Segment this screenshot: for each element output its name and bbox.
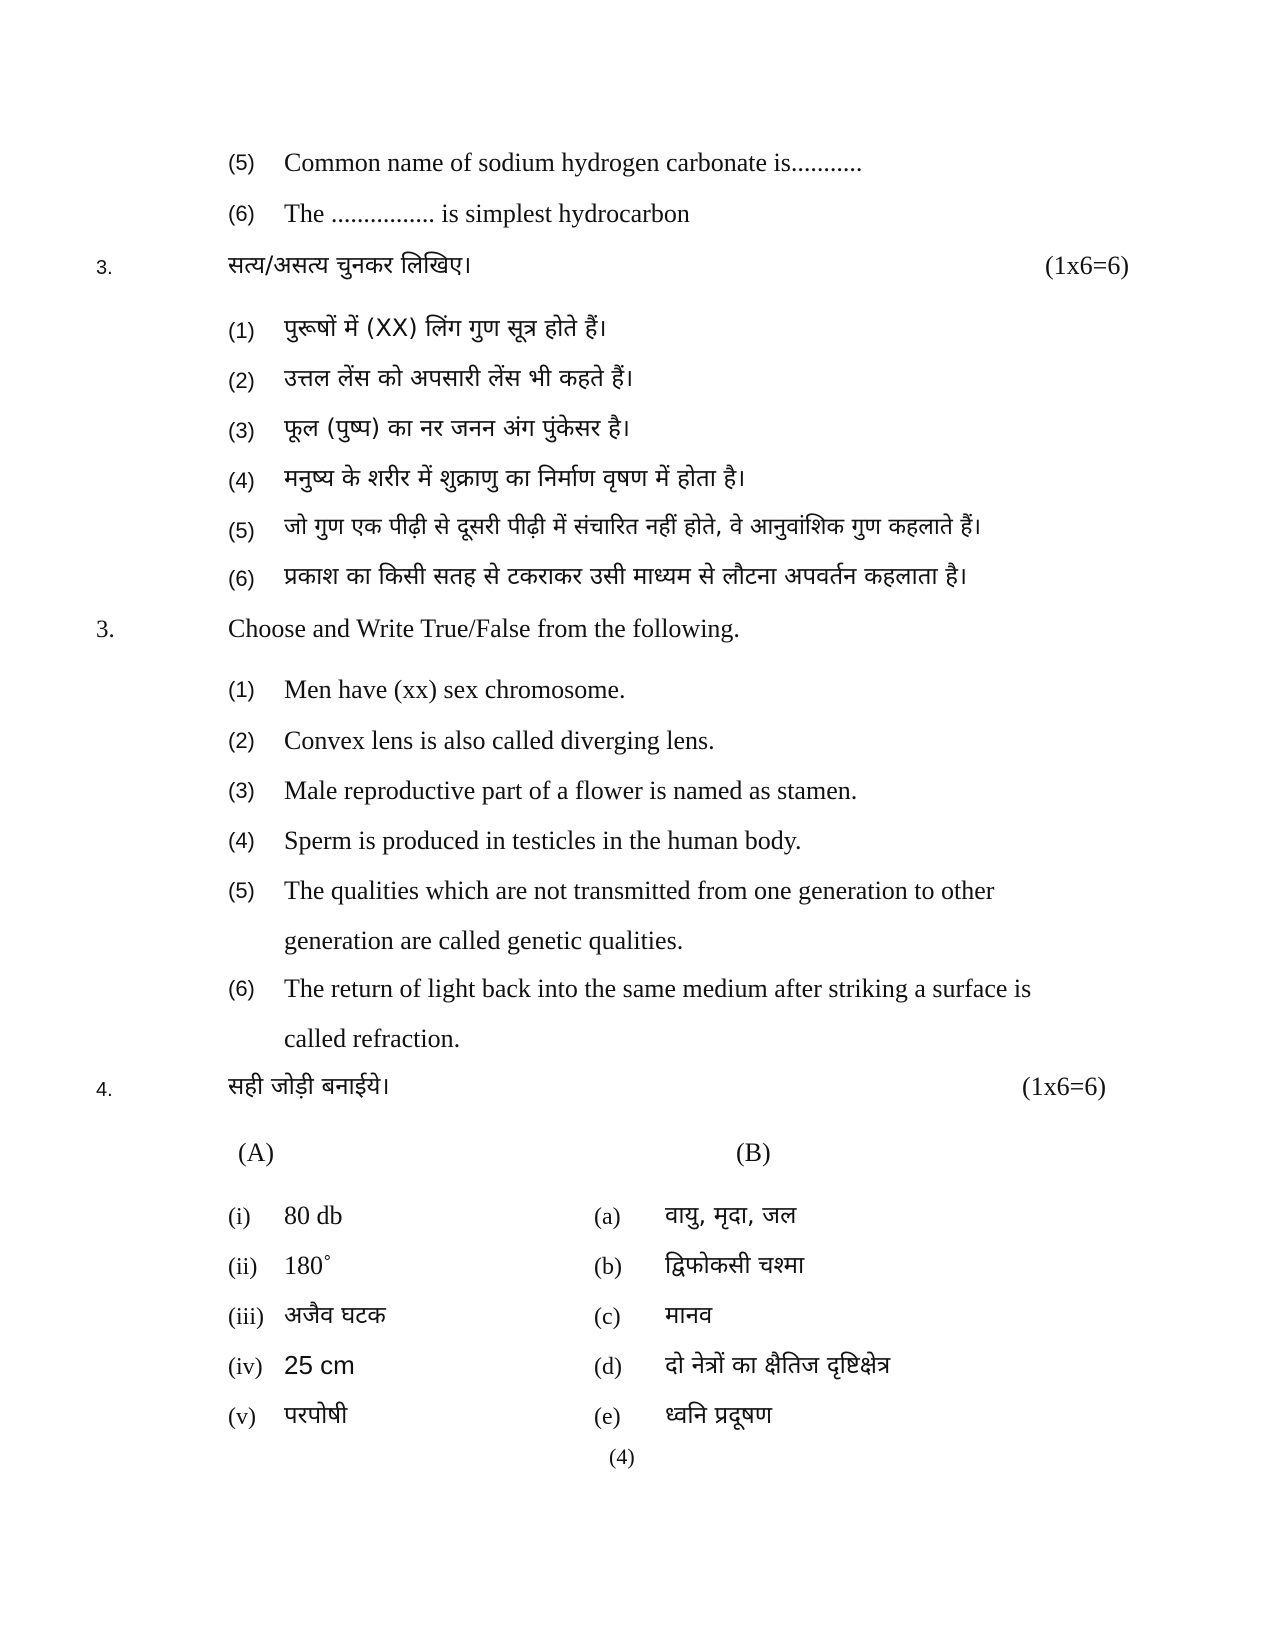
col-b-item-letter: (b) <box>594 1254 622 1280</box>
blank-6-text: The ................ is simplest hydrocarbon <box>284 199 690 228</box>
q3-hi-instruction: सत्य/असत्य चुनकर लिखिए। <box>228 251 472 279</box>
col-a-item-number: (v) <box>228 1404 256 1430</box>
col-a-item-text: 80 db <box>284 1201 343 1230</box>
col-a-item-text: 180˚ <box>284 1251 332 1280</box>
q3-en-item-number: (6) <box>228 976 255 1001</box>
q3-hi-item-text: पुरूषों में (XX) लिंग गुण सूत्र होते हैं। <box>284 314 607 342</box>
q3-en-item-text: Male reproductive part of a flower is named as stamen. <box>284 776 858 805</box>
q3-en-item-text: The qualities which are not transmitted from one generation to other <box>284 876 995 905</box>
col-a-item-text: अजैव घटक <box>284 1301 386 1329</box>
col-a-item-text: 25 cm <box>284 1350 355 1380</box>
q3-hi-item-number: (3) <box>228 418 255 443</box>
q3-en-item-number: (3) <box>228 778 255 803</box>
q4-instruction: सही जोड़ी बनाईये। <box>228 1072 390 1100</box>
q4-marks: (1x6=6) <box>1022 1072 1106 1101</box>
q3-en-instruction: Choose and Write True/False from the following. <box>228 614 740 643</box>
q3-en-item-text: The return of light back into the same medium after striking a surface is <box>284 974 1032 1003</box>
q3-hi-item-text: मनुष्य के शरीर में शुक्राणु का निर्माण वृषण में होता है। <box>284 464 746 492</box>
q3-hi-item-number: (1) <box>228 318 255 343</box>
q3-en-item-number: (5) <box>228 878 255 903</box>
blank-6-number: (6) <box>228 201 255 226</box>
q3-en-item-text-continued: generation are called genetic qualities. <box>284 926 684 955</box>
q3-en-item-number: (4) <box>228 828 255 853</box>
column-a-header: (A) <box>238 1138 275 1167</box>
q3-en-item-number: (1) <box>228 677 255 702</box>
page-number: (4) <box>609 1444 635 1469</box>
col-a-item-number: (ii) <box>228 1254 258 1280</box>
col-b-item-text: मानव <box>665 1301 713 1329</box>
q3-en-item-text: Convex lens is also called diverging lens. <box>284 726 715 755</box>
col-a-item-text: परपोषी <box>284 1401 348 1429</box>
q4-number: 4. <box>96 1079 113 1101</box>
col-a-item-number: (iii) <box>228 1304 264 1330</box>
column-b-header: (B) <box>736 1138 771 1167</box>
col-b-item-text: ध्वनि प्रदूषण <box>665 1401 773 1429</box>
col-b-item-letter: (e) <box>594 1404 621 1430</box>
q3-hi-item-number: (2) <box>228 368 255 393</box>
col-b-item-letter: (a) <box>594 1204 621 1230</box>
q3-en-item-text: Men have (xx) sex chromosome. <box>284 675 626 704</box>
q3-hi-item-text: प्रकाश का किसी सतह से टकराकर उसी माध्यम से लौटना अपवर्तन कहलाता है। <box>284 562 968 590</box>
col-b-item-letter: (d) <box>594 1354 622 1380</box>
q3-hi-item-number: (4) <box>228 468 255 493</box>
q3-hi-item-text: जो गुण एक पीढ़ी से दूसरी पीढ़ी में संचारित नहीं होते, वे आनुवांशिक गुण कहलाते हैं। <box>284 514 982 540</box>
col-a-item-number: (i) <box>228 1204 251 1230</box>
col-a-item-number: (iv) <box>228 1354 263 1380</box>
q3-hi-item-text: फूल (पुष्प) का नर जनन अंग पुंकेसर है। <box>284 414 630 442</box>
q3-hi-item-number: (5) <box>228 518 255 543</box>
col-b-item-text: वायु, मृदा, जल <box>665 1201 797 1229</box>
q3-en-item-text: Sperm is produced in testicles in the human body. <box>284 826 802 855</box>
col-b-item-text: दो नेत्रों का क्षैतिज दृष्टिक्षेत्र <box>665 1351 891 1379</box>
q3-en-item-number: (2) <box>228 728 255 753</box>
q3-en-number: 3. <box>96 616 115 643</box>
q3-hi-item-number: (6) <box>228 566 255 591</box>
blank-5-number: (5) <box>228 150 255 175</box>
q3-hi-number: 3. <box>96 257 113 279</box>
q3-marks: (1x6=6) <box>1045 251 1129 280</box>
blank-5-text: Common name of sodium hydrogen carbonate is........... <box>284 148 863 177</box>
q3-hi-item-text: उत्तल लेंस को अपसारी लेंस भी कहते हैं। <box>284 364 634 392</box>
col-b-item-text: द्विफोकसी चश्मा <box>665 1251 805 1279</box>
q3-en-item-text-continued: called refraction. <box>284 1024 461 1053</box>
col-b-item-letter: (c) <box>594 1304 621 1330</box>
